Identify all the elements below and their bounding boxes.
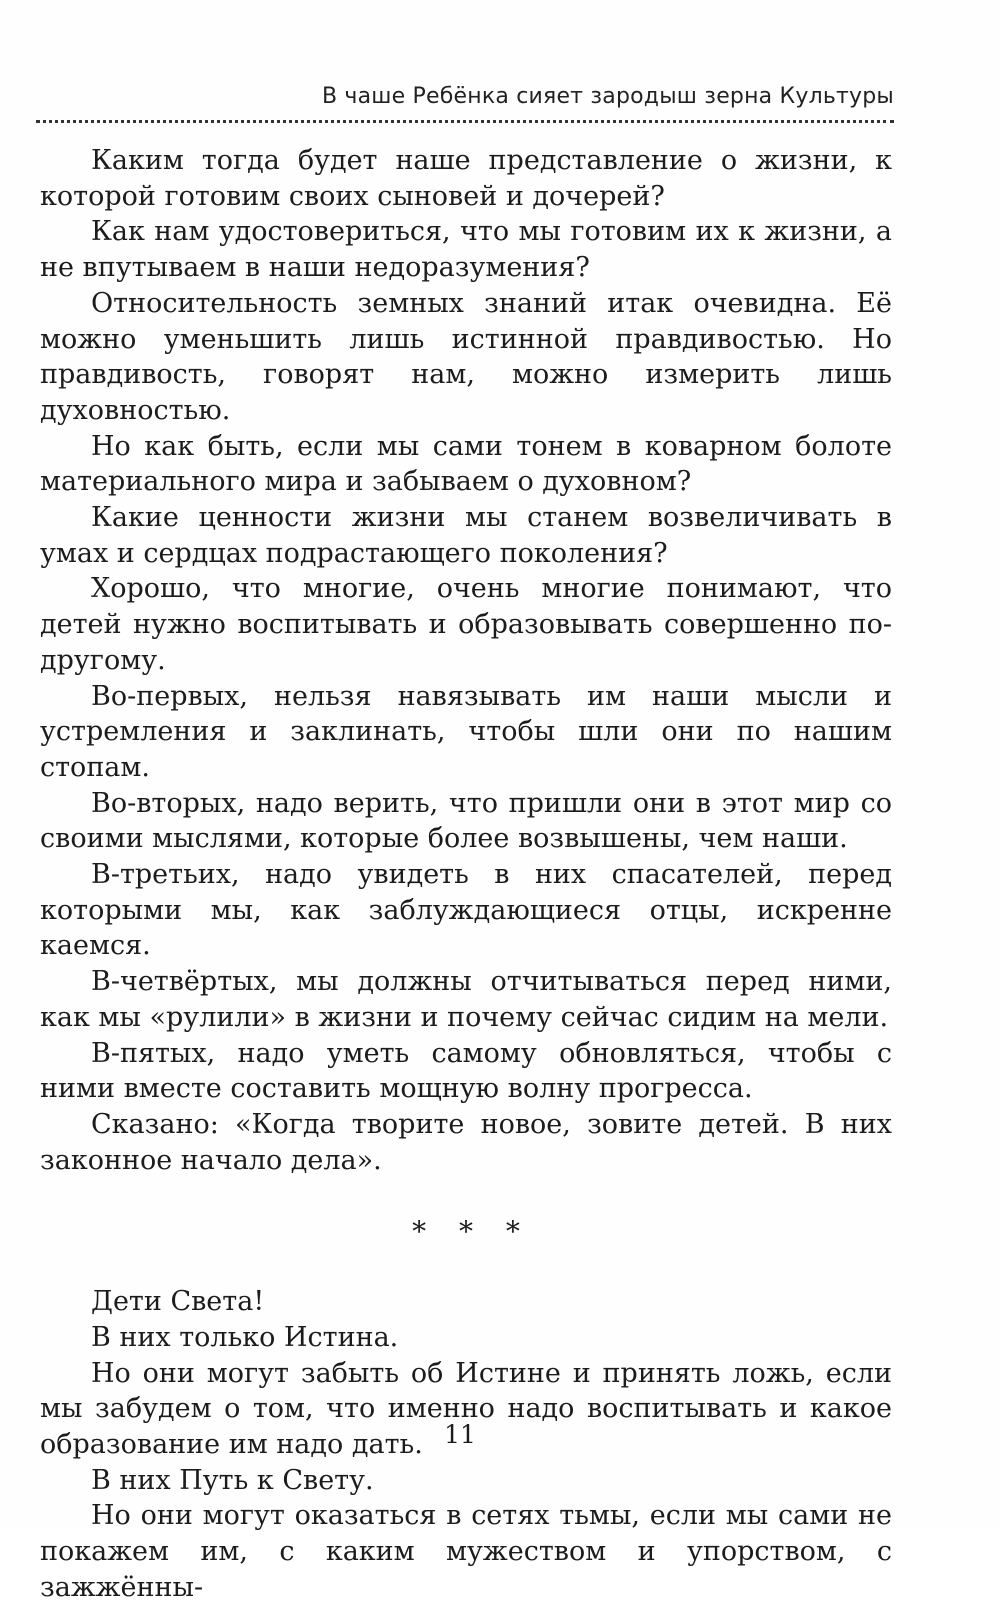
paragraph: Во-вторых, надо верить, что пришли они в этот мир со своими мыслями, которые более возвышены, чем наши. bbox=[40, 787, 892, 855]
paragraph: Относительность земных знаний итак очевидна. Её можно уменьшить лишь истинной правдивостью. Но правдивость, говорят нам, можно измерить лишь духовностью. bbox=[40, 287, 892, 426]
paragraph: Во-первых, нельзя навязывать им наши мысли и устремления и заклинать, чтобы шли они по нашим стопам. bbox=[40, 680, 892, 783]
paragraph: Каким тогда будет наше представление о жизни, к которой готовим своих сыновей и дочерей? bbox=[40, 145, 892, 212]
header-dotted-rule bbox=[36, 120, 894, 123]
body-text bbox=[40, 143, 892, 1605]
paragraph: В них Путь к Свету. bbox=[91, 1464, 374, 1496]
paragraph: Но они могут забыть об Истине и принять ложь, если мы забудем о том, что именно надо воспитывать и какое образование им надо дать. bbox=[40, 1357, 892, 1460]
paragraph: Хорошо, что многие, очень многие понимают, что детей нужно воспитывать и образовывать совершенно по-другому. bbox=[40, 573, 892, 676]
paragraph: Как нам удостовериться, что мы готовим их к жизни, а не впутываем в наши недоразумения? bbox=[40, 216, 892, 284]
paragraph: Дети Света! bbox=[91, 1286, 265, 1318]
paragraph: В них только Истина. bbox=[91, 1321, 399, 1353]
running-header: В чаше Ребёнка сияет зародыш зерна Культуры bbox=[321, 84, 894, 109]
section-separator: * * * bbox=[412, 1215, 532, 1249]
paragraph: Какие ценности жизни мы станем возвеличивать в умах и сердцах подрастающего поколения? bbox=[40, 502, 892, 569]
paragraph: В-третьих, надо увидеть в них спасателей, перед которыми мы, как заблуждающиеся отцы, искренне каемся. bbox=[40, 859, 892, 962]
paragraph: Но они могут оказаться в сетях тьмы, если мы сами не покажем им, с каким мужеством и упорством, с зажжённы- bbox=[40, 1500, 892, 1603]
paragraph: Но как быть, если мы сами тонем в коварном болоте материального мира и забываем о духовном? bbox=[40, 430, 892, 498]
paragraph: В-пятых, надо уметь самому обновляться, чтобы с ними вместе составить мощную волну прогресса. bbox=[40, 1037, 892, 1105]
paragraph: Сказано: «Когда творите новое, зовите детей. В них законное начало дела». bbox=[40, 1108, 892, 1176]
page-number: 11 bbox=[444, 1420, 476, 1449]
paragraph: В-четвёртых, мы должны отчитываться перед ними, как мы «рулили» в жизни и почему сейчас сидим на мели. bbox=[40, 966, 892, 1033]
